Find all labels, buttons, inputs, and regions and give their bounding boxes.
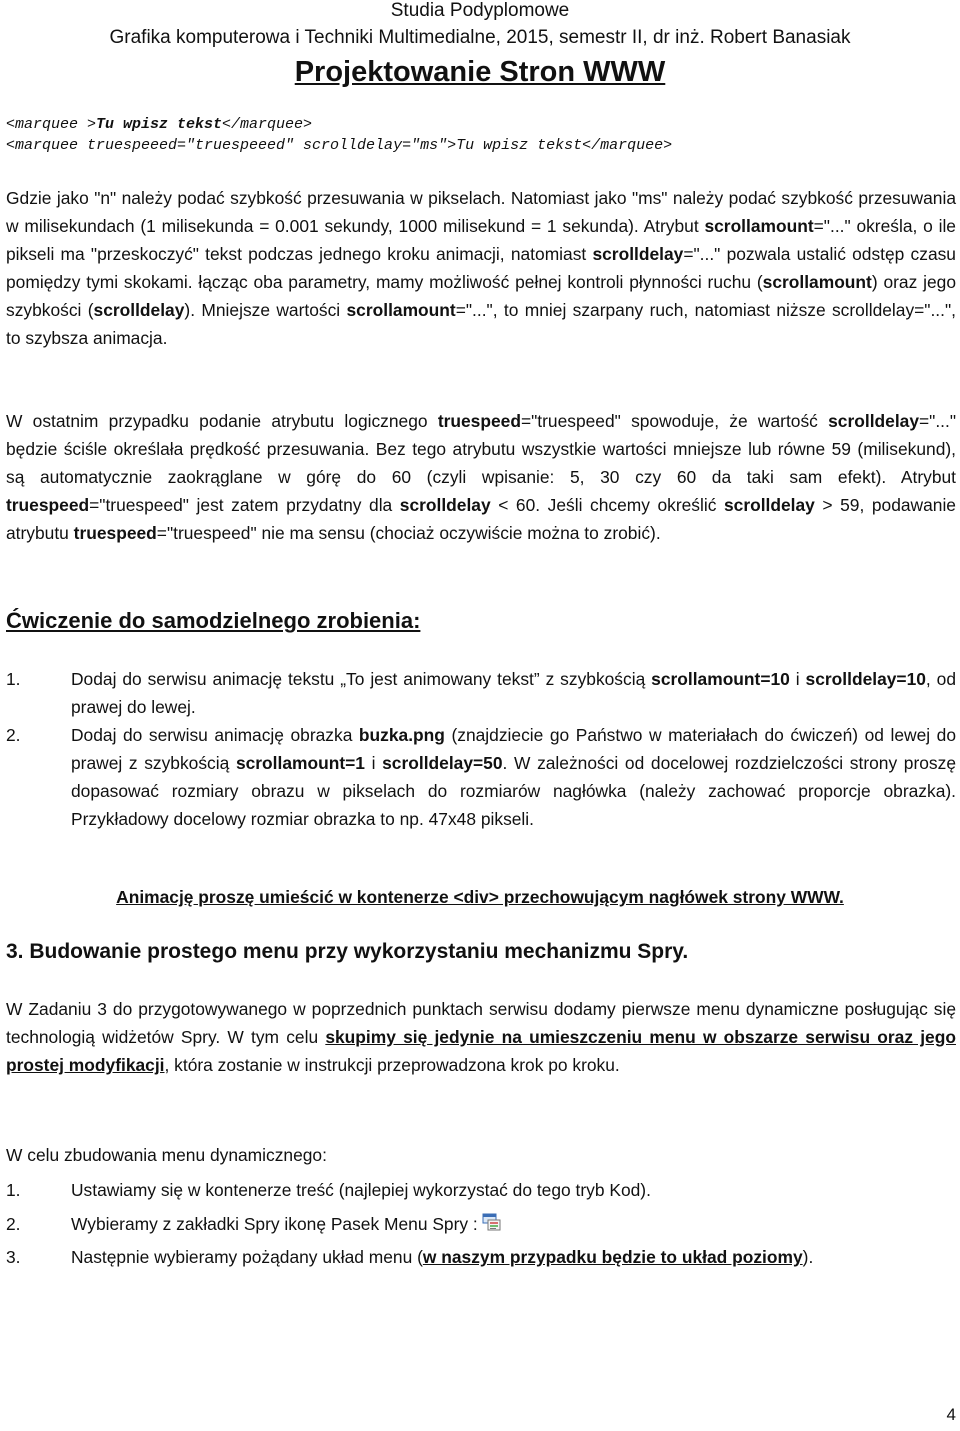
section-3-paragraph: W Zadaniu 3 do przygotowywanego w poprzednich punktach serwisu dodamy pierwsze menu dynamiczne posługując się technologią widżetów Spry. W tym celu skupimy się jedynie na umieszczeniu menu w obszarze serwisu oraz jego prostej modyfikacji, która zostanie w instrukcji przeprowadzona krok po kroku. (6, 999, 956, 1075)
exercise-item-1: 1. Dodaj do serwisu animację tekstu „To jest animowany tekst” z szybkością scrollamount=10 i scrolldelay=10, od prawej do lewej. (6, 665, 956, 721)
page-number: 4 (946, 1405, 956, 1424)
list-number: 3. (6, 1247, 21, 1267)
header-line-1: Studia Podyplomowe (390, 0, 570, 21)
exercise-heading: Ćwiczenie do samodzielnego zrobienia: (6, 608, 421, 633)
list-number: 1. (6, 669, 21, 689)
paragraph-scrollamount: Gdzie jako "n" należy podać szybkość przesuwania w pikselach. Natomiast jako "ms" należy podać szybkość przesuwania w milisekundach (1 milisekunda = 0.001 sekundy, 1000 milisekund = 1 sekunda). Atrybut scrollamount="..." określa, o ile pikseli ma "przeskoczyć" tekst podczas jednego kroku animacji, natomiast scrolldelay="..." pozwala ustalić odstęp czasu pomiędzy tymi skokami. łącząc oba parametry, mamy możliwość pełnej kontroli płynności ruchu (scrollamount) oraz jego szybkości (scrolldelay). Mniejsze wartości scrollamount="...", to mniej szarpany ruch, natomiast niższe scrolldelay="...", to szybsza animacja. (6, 188, 956, 348)
list-number: 2. (6, 725, 21, 745)
code-line-2: <marquee truespeeed="truespeeed" scrolldelay="ms">Tu wpisz tekst</marquee> (6, 137, 673, 154)
code-line-1: <marquee >Tu wpisz tekst</marquee> (6, 116, 313, 133)
list-number: 2. (6, 1214, 21, 1234)
step-1: 1. Ustawiamy się w kontenerze treść (najlepiej wykorzystać do tego tryb Kod). (6, 1176, 956, 1204)
step-3: 3. Następnie wybieramy pożądany układ menu (w naszym przypadku będzie to układ poziomy). (6, 1243, 956, 1271)
section-3-heading: 3. Budowanie prostego menu przy wykorzystaniu mechanizmu Spry. (6, 940, 689, 963)
exercise-item-2: 2. Dodaj do serwisu animację obrazka buzka.png (znajdziecie go Państwo w materiałach do ćwiczeń) od lewej do prawej z szybkością scrollamount=1 i scrolldelay=50. W zależności od docelowej rozdzielczości strony proszę dopasować rozmiary obrazu w pikselach do rozmiarów nagłówka (należy zachować proporcje obrazka). Przykładowy docelowy rozmiar obrazka to np. 47x48 pikseli. (6, 721, 956, 833)
section-3-intro: W celu zbudowania menu dynamicznego: (6, 1145, 327, 1165)
step-2: 2. Wybieramy z zakładki Spry ikonę Pasek Menu Spry : (6, 1210, 956, 1238)
spry-menu-bar-icon (482, 1212, 502, 1232)
page-title: Projektowanie Stron WWW (294, 56, 666, 88)
header-line-2: Grafika komputerowa i Techniki Multimedialne, 2015, semestr II, dr inż. Robert Banasiak (109, 27, 851, 48)
exercise-note: Animację proszę umieścić w kontenerze <div> przechowującym nagłówek strony WWW. (116, 887, 844, 907)
list-number: 1. (6, 1180, 21, 1200)
paragraph-truespeed: W ostatnim przypadku podanie atrybutu logicznego truespeed="truespeed" spowoduje, że wartość scrolldelay="..." będzie ściśle określała prędkość przesuwania. Bez tego atrybutu wszystkie wartości mniejsze lub równe 59 (milisekund), są automatycznie zaokrąglane w górę do 60 (czyli wpisanie: 5, 30 czy 60 da taki sam efekt). Atrybut truespeed="truespeed" jest zatem przydatny dla scrolldelay < 60. Jeśli chcemy określić scrolldelay > 59, podawanie atrybutu truespeed="truespeed" nie ma sensu (chociaż oczywiście można to zrobić). (6, 411, 956, 543)
